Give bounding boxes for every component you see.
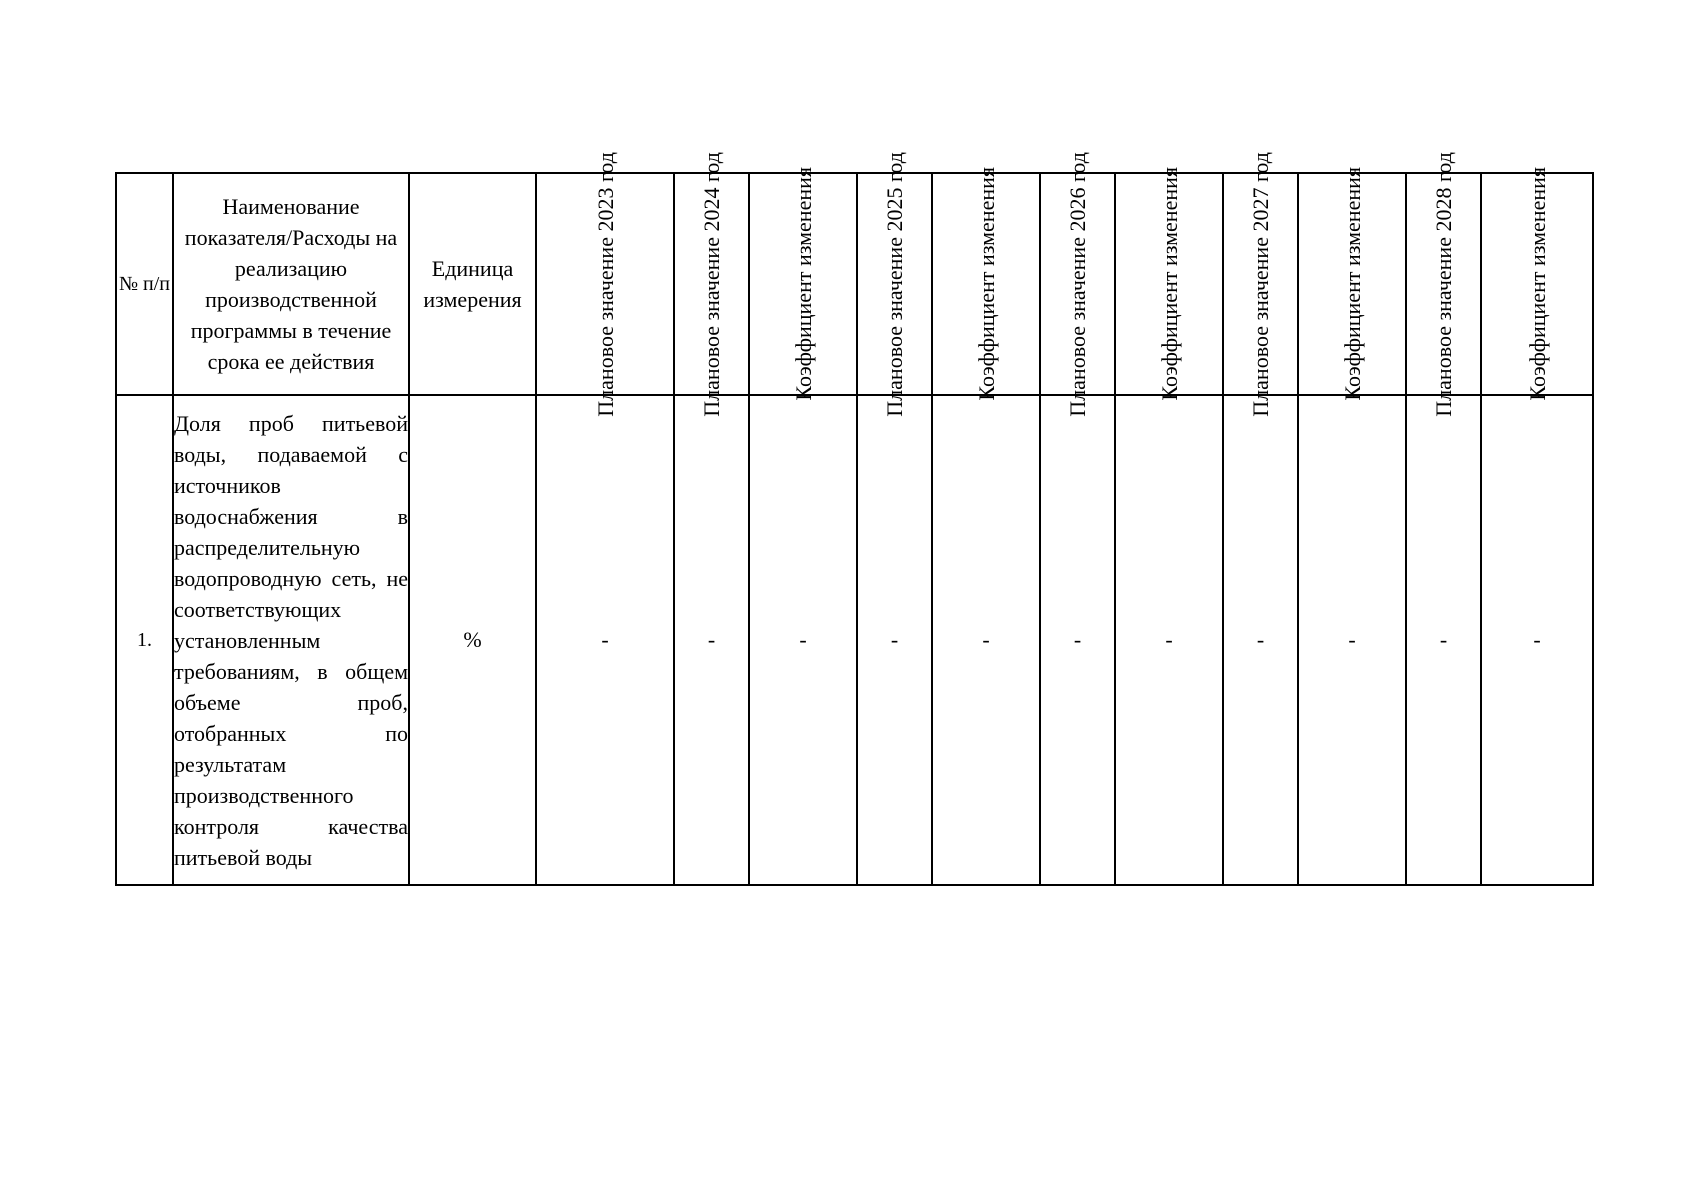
header-coefficient-2026-label: Коэффициент изменения [1156, 167, 1182, 401]
value-plan-2026: - [1040, 395, 1115, 885]
header-unit: Единица измерения [409, 173, 536, 395]
header-number: № п/п [116, 173, 173, 395]
header-coefficient-2024 [749, 167, 857, 401]
header-plan-2023 [536, 151, 674, 417]
header-coefficient-2028-label: Коэффициент изменения [1524, 167, 1550, 401]
value-coefficient-2025: - [932, 395, 1040, 885]
header-plan-2025 [857, 151, 932, 417]
header-coefficient-2028 [1481, 167, 1593, 401]
row-unit: % [409, 395, 536, 885]
header-coefficient-2027-label: Коэффициент изменения [1339, 167, 1365, 401]
table-row [116, 395, 1593, 885]
header-coefficient-2024-label: Коэффициент изменения [790, 167, 816, 401]
value-plan-2028: - [1406, 395, 1481, 885]
header-plan-2023-label: Плановое значение 2023 год [592, 151, 618, 417]
value-plan-2024: - [674, 395, 749, 885]
value-coefficient-2026: - [1115, 395, 1223, 885]
value-plan-2025: - [857, 395, 932, 885]
header-plan-2027 [1223, 151, 1298, 417]
header-plan-2024-label: Плановое значение 2024 год [699, 151, 724, 417]
header-plan-2026 [1040, 151, 1115, 417]
value-coefficient-2028: - [1481, 395, 1593, 885]
header-plan-2027-label: Плановое значение 2027 год [1248, 151, 1273, 417]
header-plan-2028 [1406, 151, 1481, 417]
header-coefficient-2027 [1298, 167, 1406, 401]
header-coefficient-2025 [932, 167, 1040, 401]
header-coefficient-2025-label: Коэффициент изменения [973, 167, 999, 401]
header-coefficient-2026 [1115, 167, 1223, 401]
header-plan-2028-label: Плановое значение 2028 год [1431, 151, 1456, 417]
header-plan-2026-label: Плановое значение 2026 год [1065, 151, 1090, 417]
value-coefficient-2024: - [749, 395, 857, 885]
header-indicator-name: Наименование показателя/Расходы на реализацию производственной программы в течение срока ее действия [173, 173, 409, 395]
value-plan-2027: - [1223, 395, 1298, 885]
indicators-table [115, 151, 1594, 886]
value-plan-2023: - [536, 395, 674, 885]
row-indicator-name: Доля проб питьевой воды, подаваемой с источников водоснабжения в распределительную водопроводную сеть, не соответствующих установленным требованиям, в общем объеме проб, отобранных по результатам производственного контроля качества питьевой воды [173, 395, 409, 885]
table-header-row [116, 173, 1593, 395]
header-plan-2024 [674, 151, 749, 417]
row-number: 1. [116, 395, 173, 885]
header-plan-2025-label: Плановое значение 2025 год [882, 151, 907, 417]
value-coefficient-2027: - [1298, 395, 1406, 885]
